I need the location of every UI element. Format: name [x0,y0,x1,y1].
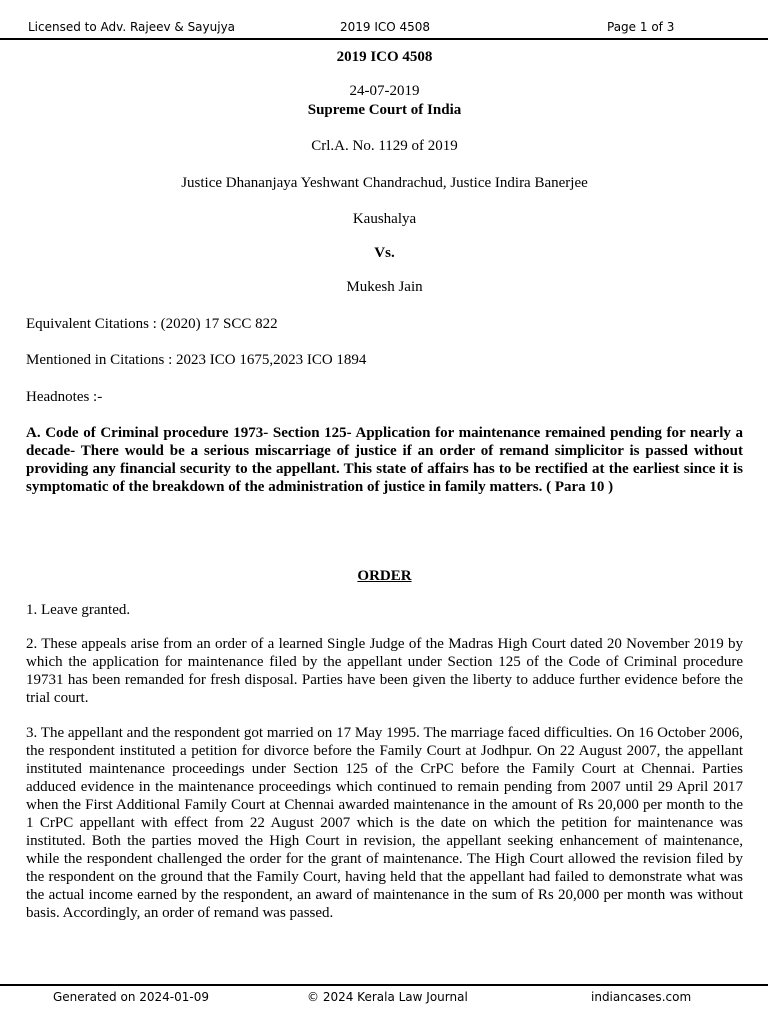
appellant-name: Kaushalya [352,211,417,227]
license-text: Licensed to Adv. Rajeev & Sayujya [28,20,236,34]
order-heading: ORDER [357,568,412,584]
case-date: 24-07-2019 [349,83,420,99]
headnotes-label: Headnotes :- [26,389,103,405]
order-para-3: 3. The appellant and the respondent got married on 17 May 1995. The marriage faced difficulties. On 16 October 2006, the respondent instituted a petition for divorce before the Family Court at Jodhpur. On 22 August 2007, the appellant instituted maintenance proceedings under Section 125 of the CrPC before the Family Court at Chennai. Parties adduced evidence in the maintenance proceedings which continued to remain pending from 2007 until 29 April 2017 when the First Additional Family Court at Chennai awarded maintenance in the amount of Rs 20,000 per month to the 1 CrPC appellant with effect from 22 August 2007 which is the date on which the petition for maintenance was instituted. Both the parties moved the High Court in revision, the appellant seeking enhancement of maintenance, while the respondent challenged the order for the grant of maintenance. The High Court allowed the revision filed by the respondent on the ground that the Family Court, having held that the appellant had failed to demonstrate what was the actual income earned by the respondent, an award of maintenance in the sum of Rs 20,000 per month was without basis. Accordingly, an order of remand was passed. [26,725,743,921]
header-citation: 2019 ICO 4508 [340,20,431,34]
page-footer [0,984,768,1026]
copyright: © 2024 Kerala Law Journal [307,990,468,1004]
equivalent-citations: Equivalent Citations : (2020) 17 SCC 822 [26,316,278,332]
order-para-2: 2. These appeals arise from an order of a learned Single Judge of the Madras High Court dated 20 November 2019 by which the application for maintenance filed by the appellant under Section 125 of the Code of Criminal procedure 19731 has been remanded for fresh disposal. Parties have been given the liberty to adduce further evidence before the trial court. [26,636,743,706]
respondent-name: Mukesh Jain [346,279,423,295]
judges: Justice Dhananjaya Yeshwant Chandrachud, Justice Indira Banerjee [181,175,588,191]
generated-date: Generated on 2024-01-09 [53,990,209,1004]
page-number: Page 1 of 3 [607,20,675,34]
site-link[interactable]: indiancases.com [591,990,692,1004]
page-header [0,0,768,40]
case-number: Crl.A. No. 1129 of 2019 [311,138,458,154]
versus: Vs. [374,245,395,261]
court-name: Supreme Court of India [307,102,462,118]
mentioned-citations: Mentioned in Citations : 2023 ICO 1675,2023 ICO 1894 [26,352,367,368]
headnote-a: A. Code of Criminal procedure 1973- Section 125- Application for maintenance remained pending for nearly a decade- There would be a serious miscarriage of justice if an order of remand simplicitor is passed without providing any financial security to the appellant. This state of affairs has to be rectified at the earliest since it is symptomatic of the breakdown of the administration of justice in family matters. ( Para 10 ) [26,425,743,495]
order-para-1: 1. Leave granted. [26,602,131,618]
case-citation: 2019 ICO 4508 [336,49,433,65]
